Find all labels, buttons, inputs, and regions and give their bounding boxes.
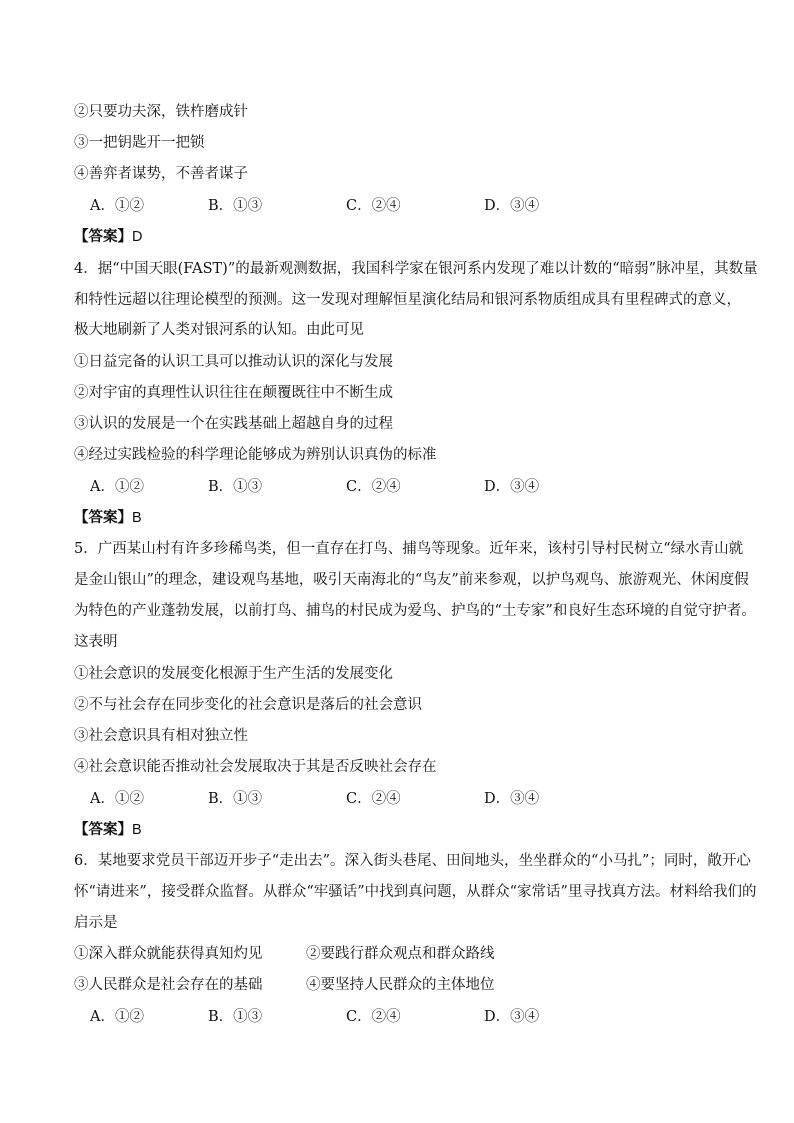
q5-option-4: ④社会意识能否推动社会发展取决于其是否反映社会存在 [74,759,437,775]
q3-answer-value: D [132,229,143,245]
q3-option-2: ②只要功夫深，铁杵磨成针 [74,104,248,120]
q3-choice-c: C．②④ [346,198,401,214]
q6-choices [90,1007,650,1027]
q3-choices [90,196,650,216]
q4-option-1: ①日益完备的认识工具可以推动认识的深化与发展 [74,354,393,370]
q4-choice-d: D．③④ [484,479,540,495]
q5-choice-c: C．②④ [346,791,401,807]
q5-choice-d: D．③④ [484,791,540,807]
q4-answer-label: 【答案】 [74,509,132,526]
q6-choice-d: D．③④ [484,1009,540,1025]
q6-option-3: ③人民群众是社会存在的基础 [74,977,263,993]
q3-choice-b: B．①③ [208,198,263,214]
q4-option-2: ②对宇宙的真理性认识往往在颠覆既往中不断生成 [74,385,393,401]
q3-option-4: ④善弈者谋势，不善者谋子 [74,166,248,182]
q6-option-4: ④要坚持人民群众的主体地位 [306,977,495,993]
q4-choice-a: A．①② [90,479,144,495]
q6-stem-line-2: 怀“请进来”，接受群众监督。从群众“牢骚话”中找到真问题，从群众“家常话”里寻找真方法。材料给我们的 [74,884,757,900]
q5-choices [90,789,650,809]
q5-option-2: ②不与社会存在同步变化的社会意识是落后的社会意识 [74,697,422,713]
q4-option-4: ④经过实践检验的科学理论能够成为辨别认识真伪的标准 [74,447,437,463]
q6-choice-b: B．①③ [208,1009,263,1025]
q6-choice-c: C．②④ [346,1009,401,1025]
q5-option-3: ③社会意识具有相对独立性 [74,728,248,744]
q4-stem-line-3: 极大地刷新了人类对银河系的认知。由此可见 [74,322,364,338]
q3-choice-d: D．③④ [484,198,540,214]
q6-option-1: ①深入群众就能获得真知灼见 [74,946,263,962]
q5-stem-line-4: 这表明 [74,634,118,650]
q4-choice-c: C．②④ [346,479,401,495]
q6-stem-line-3: 启示是 [74,915,118,931]
q3-choice-a: A．①② [90,198,144,214]
q4-stem-line-1: 4．据“中国天眼(FAST)”的最新观测数据，我国科学家在银河系内发现了难以计数的“暗弱”脉冲星，其数量 [74,261,758,277]
q5-answer-label: 【答案】 [74,821,132,838]
q5-answer [74,820,142,840]
q3-option-3: ③一把钥匙开一把锁 [74,135,205,151]
q6-choice-a: A．①② [90,1009,144,1025]
q4-choices [90,477,650,497]
q5-stem-line-1: 5．广西某山村有许多珍稀鸟类，但一直存在打鸟、捕鸟等现象。近年来，该村引导村民树立“绿水青山就 [74,541,744,557]
q5-stem-line-2: 是金山银山”的理念，建设观鸟基地，吸引天南海北的“鸟友”前来参观，以护鸟观鸟、旅游观光、休闲度假 [74,572,749,588]
q3-answer [74,227,142,247]
q4-stem-line-2: 和特性远超以往理论模型的预测。这一发现对理解恒星演化结局和银河系物质组成具有里程碑式的意义， [74,292,741,308]
q5-answer-value: B [132,822,142,838]
q5-choice-b: B．①③ [208,791,263,807]
q5-option-1: ①社会意识的发展变化根源于生产生活的发展变化 [74,666,393,682]
q4-choice-b: B．①③ [208,479,263,495]
q6-option-2: ②要践行群众观点和群众路线 [306,946,495,962]
q5-choice-a: A．①② [90,791,144,807]
q4-option-3: ③认识的发展是一个在实践基础上超越自身的过程 [74,416,393,432]
q5-stem-line-3: 为特色的产业蓬勃发展，以前打鸟、捕鸟的村民成为爱鸟、护鸟的“土专家”和良好生态环境的自觉守护者。 [74,603,756,619]
q4-answer [74,508,142,528]
q4-answer-value: B [132,510,142,526]
q3-answer-label: 【答案】 [74,228,132,245]
q6-stem-line-1: 6．某地要求党员干部迈开步子“走出去”。深入街头巷尾、田间地头，坐坐群众的“小马扎”；同时，敞开心 [74,853,751,869]
